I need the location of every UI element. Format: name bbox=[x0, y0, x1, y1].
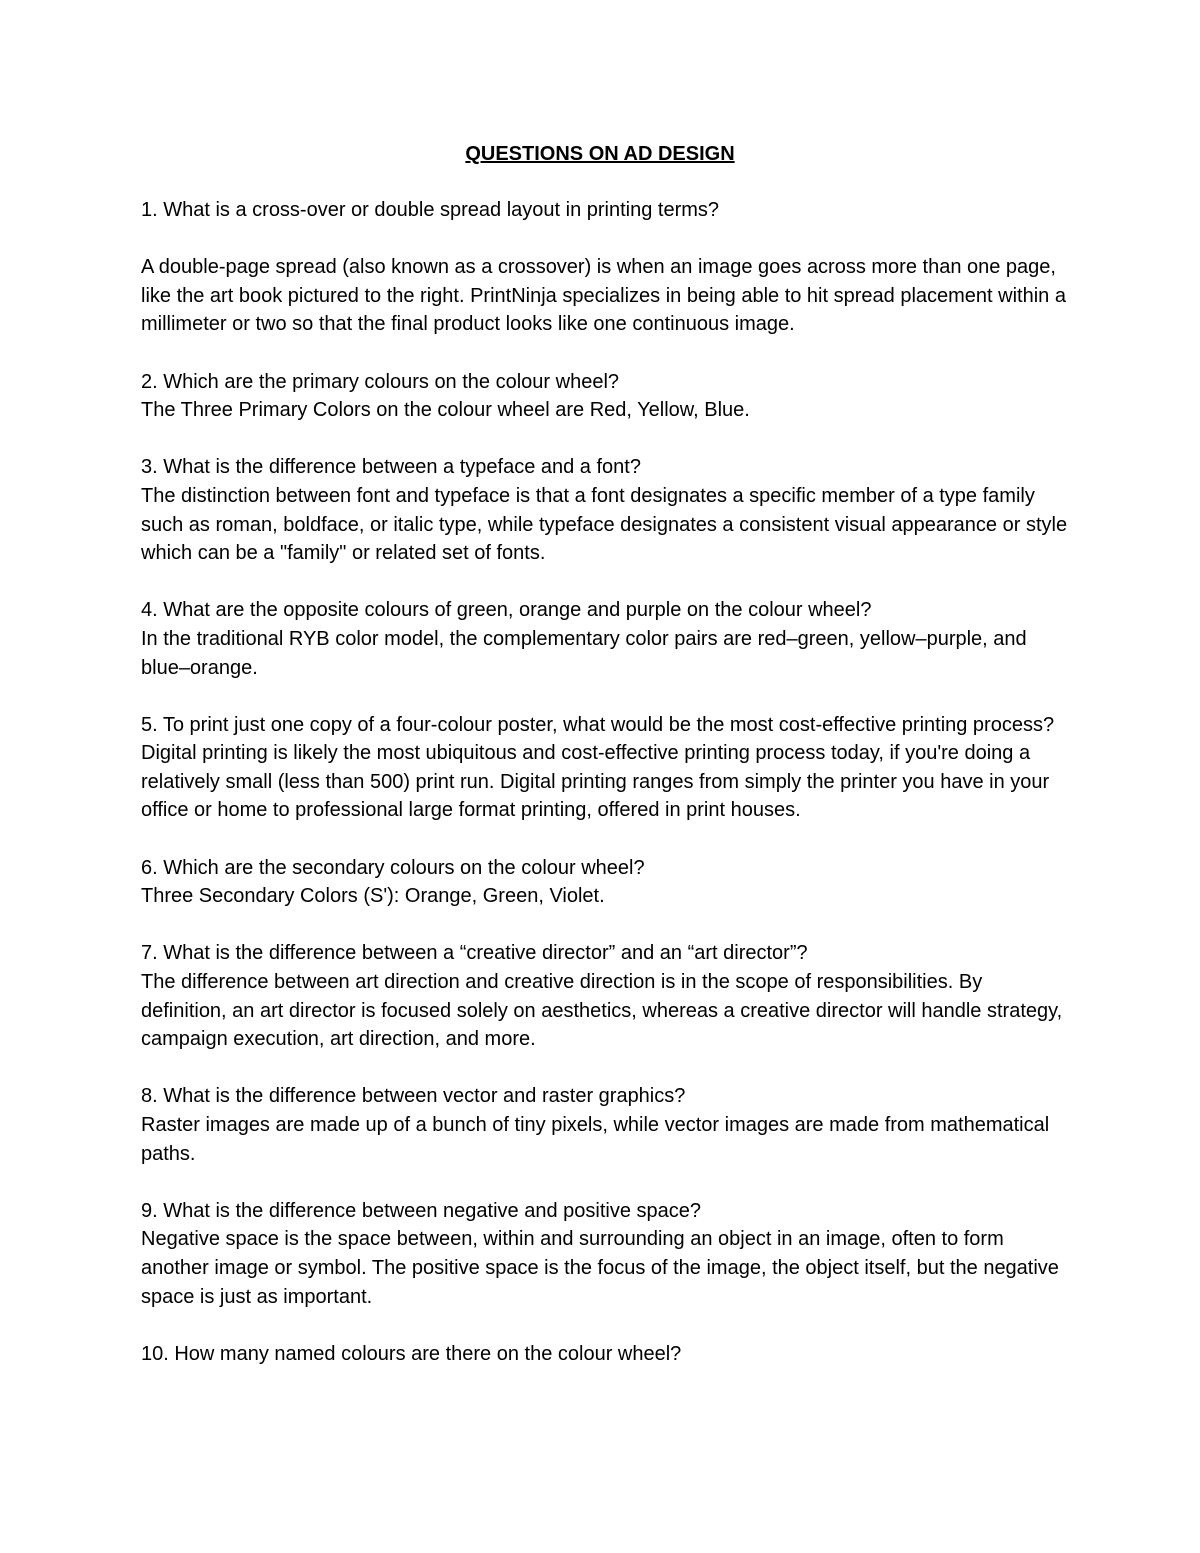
answer-6: Three Secondary Colors (S'): Orange, Green, Violet. bbox=[141, 885, 605, 908]
question-6: 6. Which are the secondary colours on the colour wheel? bbox=[141, 856, 645, 879]
question-7: 7. What is the difference between a “creative director” and an “art director”? bbox=[141, 942, 808, 965]
qa-item-1-answer bbox=[141, 253, 1071, 339]
answer-5: Digital printing is likely the most ubiquitous and cost-effective printing process today, if you're doing a relatively small (less than 500) print run. Digital printing ranges from simply the printer you have in your office or home to professional large format printing, offered in print houses. bbox=[141, 742, 1050, 822]
qa-item-5 bbox=[141, 711, 1071, 825]
question-1: 1. What is a cross-over or double spread layout in printing terms? bbox=[141, 199, 720, 221]
qa-item-3 bbox=[141, 453, 1071, 567]
document-title: QUESTIONS ON AD DESIGN bbox=[465, 143, 735, 165]
qa-item-2 bbox=[141, 368, 1071, 425]
answer-8: Raster images are made up of a bunch of tiny pixels, while vector images are made from mathematical paths. bbox=[141, 1114, 1050, 1165]
answer-2: The Three Primary Colors on the colour wheel are Red, Yellow, Blue. bbox=[141, 399, 750, 422]
qa-item-8 bbox=[141, 1082, 1071, 1168]
answer-9: Negative space is the space between, within and surrounding an object in an image, often to form another image or symbol. The positive space is the focus of the image, the object itself, but the negative space is just as important. bbox=[141, 1228, 1059, 1308]
question-2: 2. Which are the primary colours on the colour wheel? bbox=[141, 370, 620, 393]
answer-1: A double-page spread (also known as a crossover) is when an image goes across more than one page, like the art book pictured to the right. PrintNinja specializes in being able to hit spread placement within a millimeter or two so that the final product looks like one continuous image. bbox=[141, 256, 1066, 336]
qa-item-6 bbox=[141, 854, 1071, 911]
answer-4: In the traditional RYB color model, the complementary color pairs are red–green, yellow–purple, and blue–orange. bbox=[141, 627, 1027, 679]
question-9: 9. What is the difference between negative and positive space? bbox=[141, 1199, 701, 1222]
answer-3: The distinction between font and typeface is that a font designates a specific member of a type family such as roman, boldface, or italic type, while typeface designates a consistent visual appearance or style which can be a "family" or related set of fonts. bbox=[141, 484, 1068, 565]
question-4: 4. What are the opposite colours of green, orange and purple on the colour wheel? bbox=[141, 599, 872, 622]
question-5: 5. To print just one copy of a four-colour poster, what would be the most cost-effective printing process? bbox=[141, 713, 1055, 736]
question-8: 8. What is the difference between vector and raster graphics? bbox=[141, 1085, 686, 1108]
qa-item-4 bbox=[141, 596, 1071, 682]
qa-item-9 bbox=[141, 1197, 1071, 1311]
qa-item-7 bbox=[141, 939, 1071, 1053]
question-10: 10. How many named colours are there on the colour wheel? bbox=[141, 1342, 682, 1365]
question-3: 3. What is the difference between a typeface and a font? bbox=[141, 456, 641, 479]
qa-item-1 bbox=[141, 196, 1071, 225]
answer-7: The difference between art direction and creative direction is in the scope of responsibilities. By definition, an art director is focused solely on aesthetics, whereas a creative director will handle strategy, campaign execution, art direction, and more. bbox=[141, 971, 1063, 1051]
question-list bbox=[141, 196, 1071, 1397]
qa-item-10 bbox=[141, 1340, 1071, 1369]
